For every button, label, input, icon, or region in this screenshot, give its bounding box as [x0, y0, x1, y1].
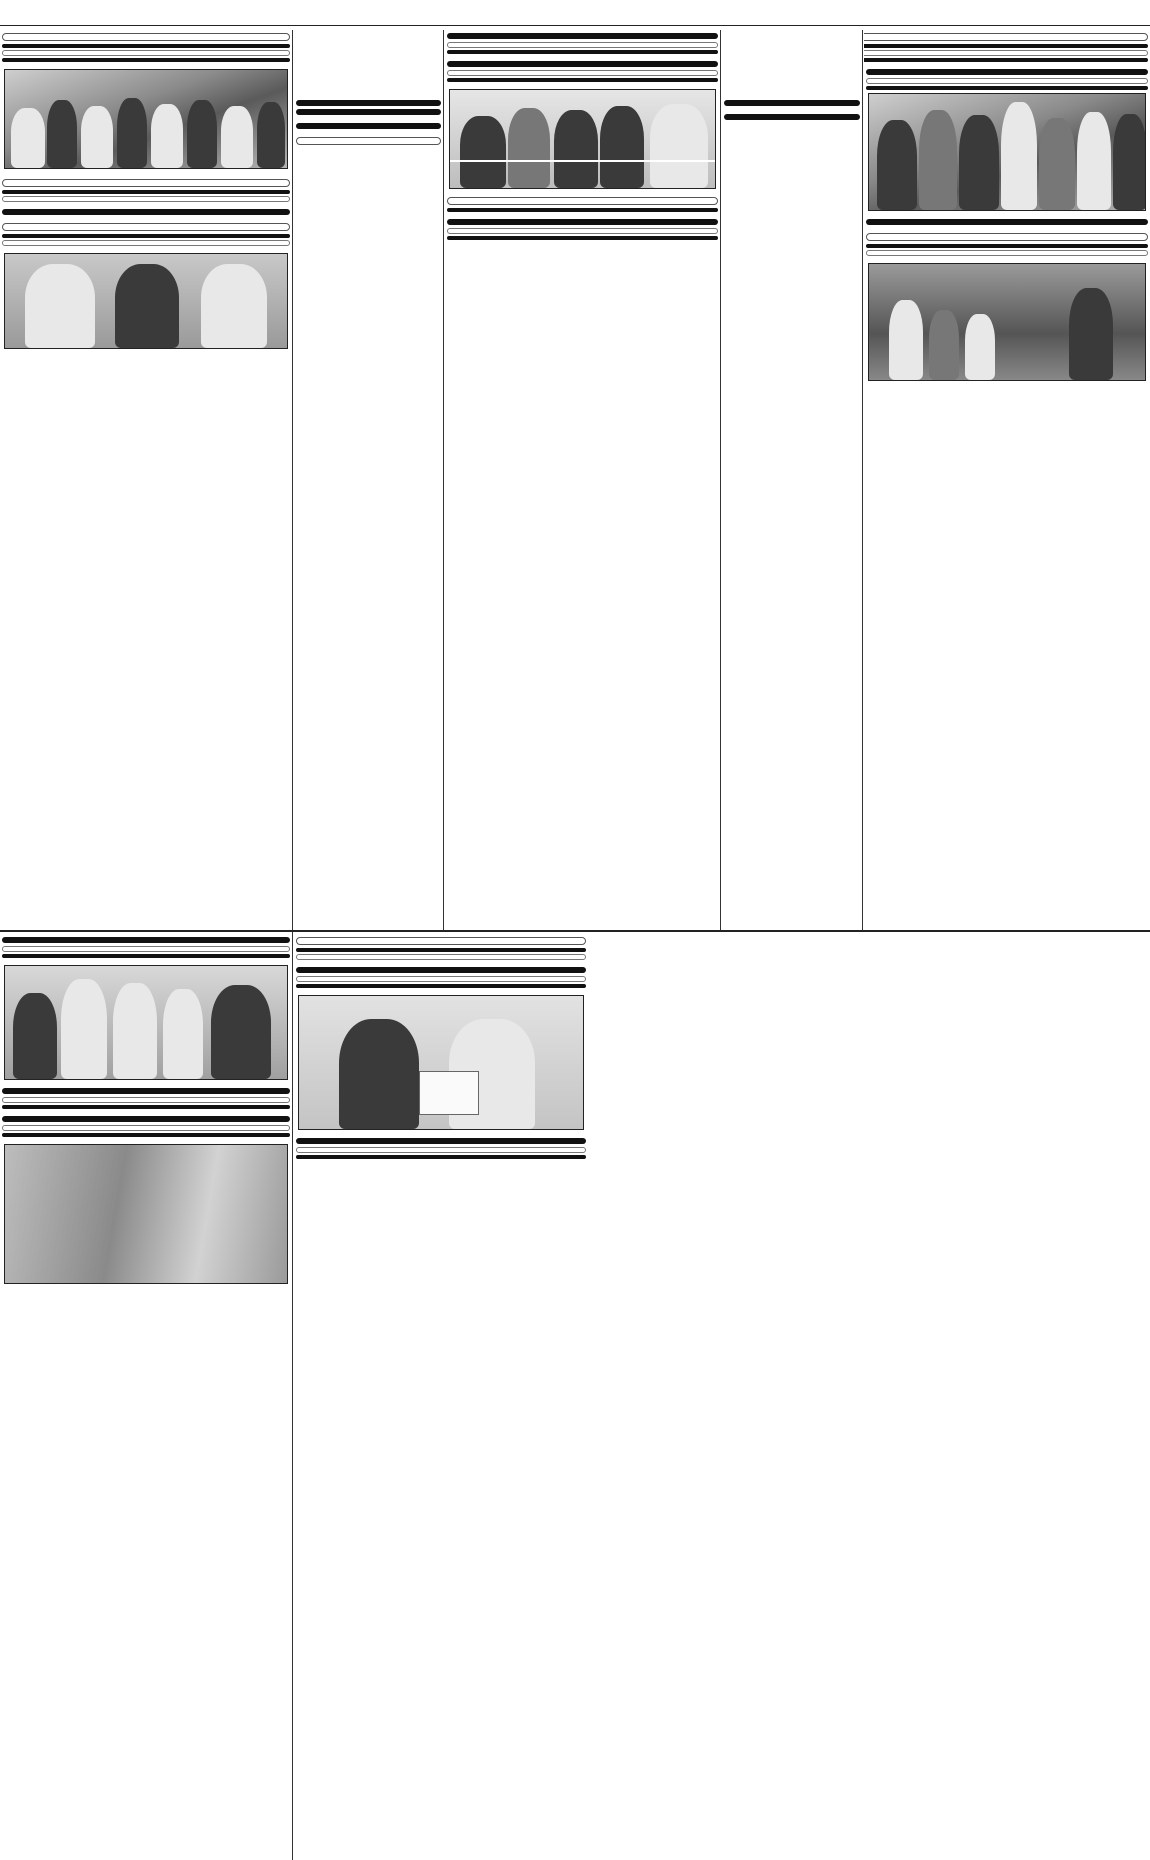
article-body — [445, 192, 720, 194]
column-middle — [445, 30, 720, 928]
subheadline — [866, 78, 1148, 84]
column-rule — [292, 30, 293, 1860]
subheadline — [2, 1133, 290, 1137]
headline — [2, 937, 290, 943]
subheadline — [296, 109, 441, 115]
subheadline — [296, 954, 586, 960]
headline — [447, 61, 718, 67]
article-body — [294, 962, 588, 964]
article-body — [294, 148, 443, 150]
article-body — [294, 1161, 588, 1163]
news-photo-couple-press-club — [298, 995, 584, 1130]
subheadline — [2, 240, 290, 246]
subheadline — [2, 44, 290, 48]
subheadline — [296, 1155, 586, 1159]
news-photo-police-protest — [4, 965, 288, 1080]
subheadline — [296, 984, 586, 988]
subheadline — [447, 50, 718, 54]
article-body — [722, 95, 862, 97]
bottom-left-column — [0, 934, 292, 1860]
headline — [2, 1088, 290, 1094]
headline — [296, 137, 441, 145]
article-body — [294, 990, 588, 992]
news-photo-culture-fest — [868, 263, 1146, 381]
subheadline — [864, 58, 1148, 62]
news-photo-ribbon-cutting — [449, 89, 716, 189]
column-rule — [720, 30, 721, 930]
headline — [2, 33, 290, 41]
bottom-middle-column — [294, 934, 588, 1860]
column-rule — [443, 30, 444, 930]
subheadline — [866, 244, 1148, 248]
article-body — [445, 214, 720, 216]
column-left — [0, 30, 292, 928]
article-body — [864, 64, 1150, 66]
masthead — [0, 0, 1150, 26]
article-body — [0, 1083, 292, 1085]
headline — [864, 33, 1148, 41]
column-mid-right — [722, 95, 862, 928]
headline — [724, 114, 860, 120]
article-body — [0, 248, 292, 250]
subheadline — [2, 1097, 290, 1103]
subheadline — [2, 58, 290, 62]
headline — [866, 219, 1148, 225]
article-body — [445, 84, 720, 86]
photo-caption — [0, 172, 292, 176]
article-body — [722, 123, 862, 125]
headline — [2, 209, 290, 215]
headline — [2, 223, 290, 231]
article-body — [445, 56, 720, 58]
subheadline — [447, 78, 718, 82]
subheadline — [864, 44, 1148, 48]
article-body — [0, 960, 292, 962]
subheadline — [447, 236, 718, 240]
article-body — [864, 228, 1150, 230]
subheadline — [2, 50, 290, 56]
article-body — [864, 258, 1150, 260]
subheadline — [864, 50, 1148, 56]
subheadline — [296, 976, 586, 982]
subheadline — [2, 234, 290, 238]
headline — [724, 100, 860, 106]
article-body — [864, 384, 1150, 386]
news-photo-protest — [868, 93, 1146, 211]
headline — [296, 123, 441, 129]
article-body — [0, 64, 292, 66]
article-body — [0, 218, 292, 220]
column-right — [864, 30, 1150, 928]
article-body — [294, 95, 443, 97]
subheadline — [866, 250, 1148, 256]
article-body — [294, 1133, 588, 1135]
article-body — [294, 132, 443, 134]
subheadline — [866, 86, 1148, 90]
article-body — [0, 204, 292, 206]
photo-caption — [0, 352, 292, 356]
subheadline — [2, 1125, 290, 1131]
subheadline — [2, 190, 290, 194]
headline — [447, 197, 718, 205]
article-body — [864, 214, 1150, 216]
subheadline — [447, 70, 718, 76]
article-body — [0, 1139, 292, 1141]
headline — [296, 937, 586, 945]
news-photo-wedding-gathering — [4, 69, 288, 169]
column-mid-left — [294, 95, 443, 928]
headline — [866, 233, 1148, 241]
subheadline — [2, 946, 290, 952]
headline — [447, 33, 718, 39]
subheadline — [2, 196, 290, 202]
article-body — [0, 1111, 292, 1113]
headline — [2, 179, 290, 187]
section-rule — [0, 930, 1150, 932]
subheadline — [447, 42, 718, 48]
subheadline — [296, 1147, 586, 1153]
headline — [296, 967, 586, 973]
article-body — [445, 242, 720, 244]
headline — [296, 100, 441, 106]
subheadline — [447, 228, 718, 234]
headline — [2, 1116, 290, 1122]
article-body — [0, 1287, 292, 1289]
headline — [447, 219, 718, 225]
article-body — [722, 109, 862, 111]
subheadline — [2, 954, 290, 958]
subheadline — [447, 208, 718, 212]
subheadline — [296, 948, 586, 952]
headline — [296, 1138, 586, 1144]
article-body — [294, 118, 443, 120]
subheadline — [2, 1105, 290, 1109]
column-rule — [862, 30, 863, 930]
headline — [866, 69, 1148, 75]
news-photo-widows-protest — [4, 253, 288, 349]
news-photo-street-drainage — [4, 1144, 288, 1284]
